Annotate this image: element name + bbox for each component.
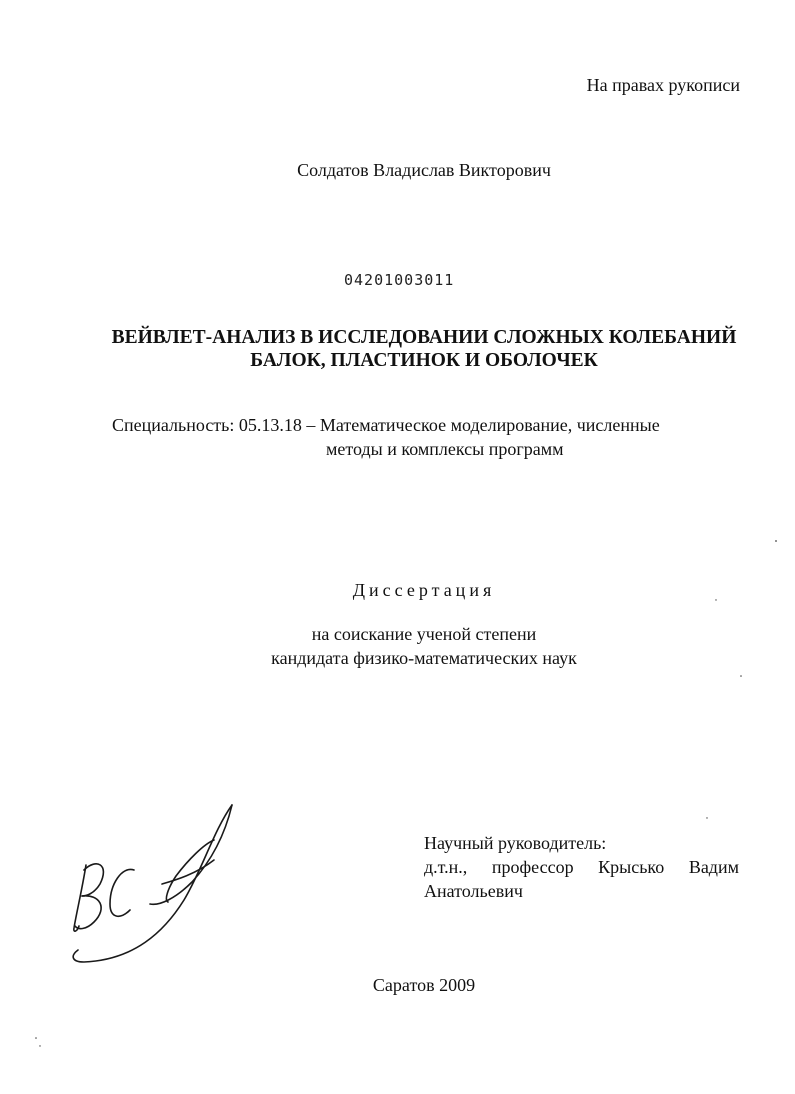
- title-line-1: ВЕЙВЛЕТ-АНАЛИЗ В ИССЛЕДОВАНИИ СЛОЖНЫХ КОЛЕБАНИЙ: [111, 327, 737, 348]
- author-name: Солдатов Владислав Викторович: [297, 160, 551, 180]
- manuscript-note: На правах рукописи: [586, 75, 740, 95]
- registration-code: 04201003011: [344, 271, 455, 289]
- specialty-line-2: методы и комплексы программ: [326, 439, 564, 459]
- specialty-line-1: Специальность: 05.13.18 – Математическое моделирование, численные: [112, 415, 660, 435]
- title-line-2: БАЛОК, ПЛАСТИНОК И ОБОЛОЧЕК: [250, 350, 598, 371]
- advisor-heading: Научный руководитель:: [424, 833, 607, 853]
- degree-line-2: кандидата физико-математических наук: [271, 648, 577, 668]
- degree-line-1: на соискание ученой степени: [311, 624, 537, 644]
- advisor-patronymic: Анатольевич: [424, 881, 523, 901]
- city-year: Саратов 2009: [372, 975, 476, 995]
- advisor-title-name: д.т.н., профессор Крысько Вадим: [424, 857, 739, 877]
- dissertation-label: Диссертация: [352, 580, 496, 600]
